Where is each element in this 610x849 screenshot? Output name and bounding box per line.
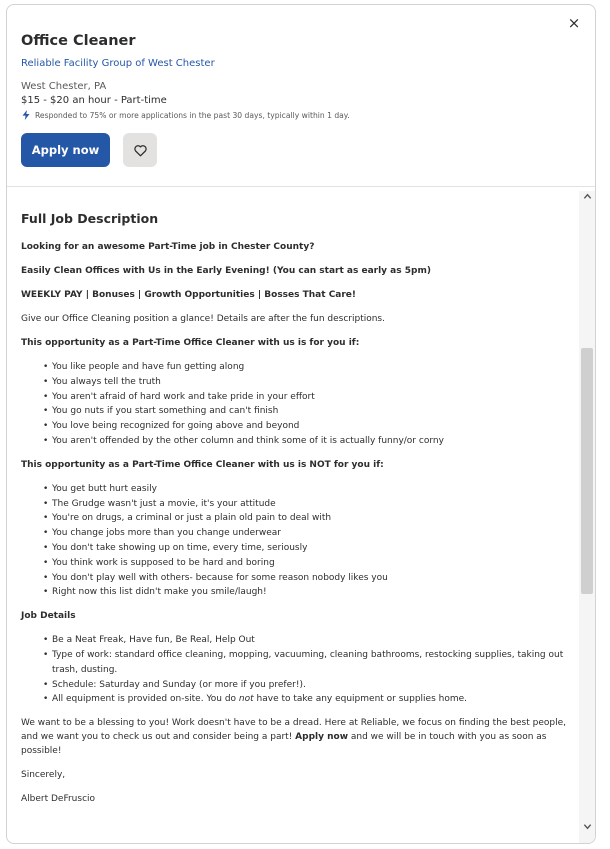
intro-line-4: Give our Office Cleaning position a glance! Details are after the fun descriptions. — [21, 314, 385, 324]
closing-paragraph — [21, 716, 581, 758]
list-item: • You like people and have fun getting along — [43, 360, 581, 375]
intro-line-1: Looking for an awesome Part-Time job in Chester County? — [21, 242, 315, 252]
list-item: • Right now this list didn't make you smile/laugh! — [43, 585, 581, 600]
list-item: • Type of work: standard office cleaning, mopping, vacuuming, cleaning bathrooms, restocking supplies, taking out trash, dusting. — [43, 648, 581, 678]
intro-line-3: WEEKLY PAY | Bonuses | Growth Opportunities | Bosses That Care! — [21, 290, 357, 300]
list-item: • You don't take showing up on time, every time, seriously — [43, 541, 581, 556]
description-scrollbar[interactable] — [579, 191, 595, 843]
job-header — [7, 5, 595, 187]
intro-line-2: Easily Clean Offices with Us in the Early Evening! (You can start as early as 5pm) — [21, 266, 431, 276]
list-item: • Be a Neat Freak, Have fun, Be Real, Help Out — [43, 633, 581, 648]
job-description[interactable] — [7, 191, 581, 843]
list-item: • You change jobs more than you change underwear — [43, 526, 581, 541]
for-you-heading: This opportunity as a Part-Time Office Cleaner with us is for you if: — [21, 338, 360, 348]
responsiveness-note — [21, 110, 581, 120]
list-item: • You aren't afraid of hard work and take pride in your effort — [43, 390, 581, 405]
not-for-you-list — [21, 482, 581, 600]
list-item: • You go nuts if you start something and can't finish — [43, 404, 581, 419]
not-for-you-heading: This opportunity as a Part-Time Office Cleaner with us is NOT for you if: — [21, 459, 384, 470]
list-item: • You always tell the truth — [43, 375, 581, 390]
equipment-text-post: have to take any equipment or supplies home. — [253, 694, 468, 705]
company-link[interactable]: Reliable Facility Group of West Chester — [21, 58, 215, 69]
job-type: - Part-time — [114, 95, 167, 106]
list-item: • You don't play well with others- because for some reason nobody likes you — [43, 571, 581, 586]
job-details-heading: Job Details — [21, 611, 76, 622]
list-item: • You love being recognized for going above and beyond — [43, 419, 581, 434]
responded-text: Responded to 75% or more applications in the past 30 days, typically within 1 day. — [35, 110, 350, 120]
job-title: Office Cleaner — [21, 33, 136, 49]
sincerely: Sincerely, — [21, 770, 66, 781]
closing-text-pre: We want to be a blessing to you! Work doesn't have to be a dread. Here at Reliable, we focus on finding the best people, and we want you to check us out and consider being a part! — [21, 718, 567, 743]
chevron-down-icon[interactable] — [579, 821, 595, 837]
job-detail-card — [6, 4, 596, 844]
job-actions — [21, 133, 581, 167]
salary-info — [21, 95, 581, 106]
list-item: • Schedule: Saturday and Sunday (or more if you prefer!). — [43, 678, 581, 693]
list-item: • You get butt hurt easily — [43, 482, 581, 497]
list-item: • You think work is supposed to be hard and boring — [43, 556, 581, 571]
job-location: West Chester, PA — [21, 81, 107, 92]
equipment-emphasis: not — [238, 694, 254, 705]
chevron-up-icon[interactable] — [579, 191, 595, 207]
list-item — [43, 692, 581, 707]
job-details-list — [21, 633, 581, 707]
description-title: Full Job Description — [21, 211, 159, 226]
equipment-text-pre: All equipment is provided on-site. You do — [52, 694, 239, 705]
closing-apply-emphasis: Apply now — [295, 732, 349, 743]
close-icon[interactable]: × — [567, 14, 581, 32]
closing-text-post: and we will be in touch with you as soon as possible! — [21, 732, 547, 757]
list-item: • The Grudge wasn't just a movie, it's your attitude — [43, 497, 581, 512]
signature-name: Albert DeFruscio — [21, 794, 96, 805]
heart-icon — [133, 143, 148, 158]
apply-now-button[interactable]: Apply now — [21, 133, 110, 167]
list-item: • You're on drugs, a criminal or just a plain old pain to deal with — [43, 511, 581, 526]
salary-range: $15 - $20 an hour — [21, 95, 111, 106]
save-job-button[interactable] — [123, 133, 157, 167]
lightning-icon — [21, 110, 31, 120]
list-item: • You aren't offended by the other column and think some of it is actually funny/or corny — [43, 434, 581, 449]
scrollbar-thumb[interactable] — [581, 348, 593, 594]
for-you-list — [21, 360, 581, 449]
